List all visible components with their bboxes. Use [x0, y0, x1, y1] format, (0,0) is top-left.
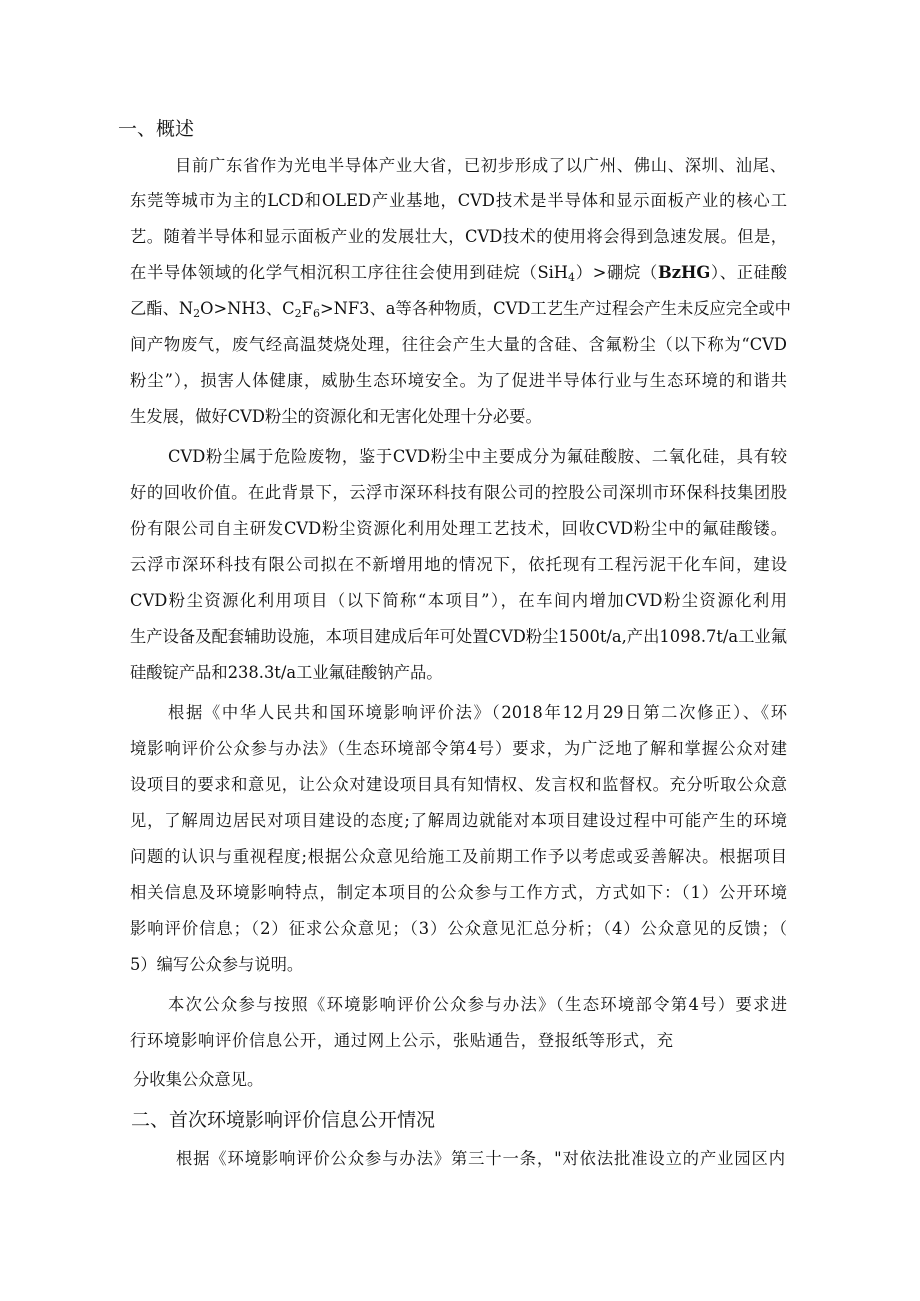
section-heading-overview: 一、概述 — [118, 118, 195, 140]
paragraph-line: 目前广东省作为光电半导体产业大省，已初步形成了以广州、佛山、深圳、汕尾、 — [175, 156, 786, 175]
paragraph-line: 分收集公众意见。 — [133, 1070, 264, 1089]
paragraph-line: 设项目的要求和意见，让公众对建设项目具有知情权、发言权和监督权。充分听取公众意 — [130, 775, 787, 794]
paragraph-line: 根据《中华人民共和国环境影响评价法》（2018年12月29日第二次修正）、《环 — [168, 703, 787, 722]
paragraph-line: 5）编写公众参与说明。 — [130, 955, 304, 974]
text-run: 乙酯、N — [130, 299, 194, 318]
subscript: 2 — [193, 307, 201, 320]
bold-formula: BzHG — [657, 263, 711, 282]
paragraph-line: 份有限公司自主研发CVD粉尘资源化利用处理工艺技术，回收CVD粉尘中的氟硅酸镂。 — [130, 519, 787, 538]
paragraph-line: CVD粉尘属于危险废物，鉴于CVD粉尘中主要成分为氟硅酸胺、二氧化硅，具有较 — [168, 447, 787, 466]
paragraph-line: 相关信息及环境影响特点，制定本项目的公众参与工作方式，方式如下：（1）公开环境 — [130, 883, 787, 902]
subscript: 6 — [312, 307, 320, 320]
paragraph-line: 根据《环境影响评价公众参与办法》第三十一条，"对依法批准设立的产业园区内 — [176, 1149, 785, 1168]
paragraph-line: 本次公众参与按照《环境影响评价公众参与办法》（生态环境部令第4号）要求进 — [168, 995, 787, 1014]
paragraph-line: 见，了解周边居民对项目建设的态度;了解周边就能对本项目建设过程中可能产生的环境 — [130, 811, 787, 830]
paragraph-line: CVD粉尘资源化利用项目（以下简称“本项目”），在车间内增加CVD粉尘资源化利用 — [130, 591, 787, 610]
text-run: O>NH3、C — [200, 299, 295, 318]
paragraph-line: 好的回收价值。在此背景下，云浮市深环科技有限公司的控股公司深圳市环保科技集团股 — [130, 483, 787, 502]
text-run: ）、正硅酸 — [710, 263, 788, 282]
paragraph-line-formula — [130, 262, 787, 284]
section-heading-disclosure: 二、首次环境影响评价信息公开情况 — [131, 1109, 436, 1131]
paragraph-line: 东莞等城市为主的LCD和OLED产业基地，CVD技术是半导体和显示面板产业的核心工 — [130, 191, 787, 210]
paragraph-line: 艺。随着半导体和显示面板产业的发展壮大，CVD技术的使用将会得到急速发展。但是， — [130, 227, 787, 246]
paragraph-line: 间产物废气，废气经高温焚烧处理，往往会产生大量的含硅、含氟粉尘（以下称为“CVD — [130, 335, 787, 354]
paragraph-line: 生发展，做好CVD粉尘的资源化和无害化处理十分必要。 — [130, 407, 542, 426]
text-run: F — [301, 299, 313, 318]
paragraph-line: 问题的认识与重视程度;根据公众意见给施工及前期工作予以考虑或妥善解决。根据项目 — [130, 847, 787, 866]
paragraph-line: 影响评价信息；（2）征求公众意见；（3）公众意见汇总分析；（4）公众意见的反馈；（ — [130, 919, 787, 938]
subscript: 4 — [568, 271, 576, 284]
paragraph-line: 硅酸锭产品和238.3t/a工业氟硅酸钠产品。 — [130, 663, 443, 682]
text-run: ）>硼烷（ — [575, 263, 658, 282]
subscript: 2 — [294, 307, 302, 320]
paragraph-line-formula — [130, 298, 791, 320]
paragraph-line: 境影响评价公众参与办法》（生态环境部令第4号）要求，为广泛地了解和掌握公众对建 — [130, 739, 787, 758]
paragraph-line: 行环境影响评价信息公开，通过网上公示，张贴通告，登报纸等形式，充 — [130, 1031, 673, 1050]
paragraph-line: 粉尘”），损害人体健康，威胁生态环境安全。为了促进半导体行业与生态环境的和谐共 — [130, 371, 787, 390]
paragraph-line: 云浮市深环科技有限公司拟在不新增用地的情况下，依托现有工程污泥干化车间，建设 — [130, 555, 787, 574]
text-run: >NF3、a等各种物质，CVD工艺生产过程会产生未反应完全或中 — [319, 299, 791, 318]
paragraph-line: 生产设备及配套辅助设施，本项目建成后年可处置CVD粉尘1500t/a,产出1098.7t/a工业氟 — [130, 627, 787, 646]
text-run: 在半导体领域的化学气相沉积工序往往会使用到硅烷（SiH — [130, 263, 569, 282]
